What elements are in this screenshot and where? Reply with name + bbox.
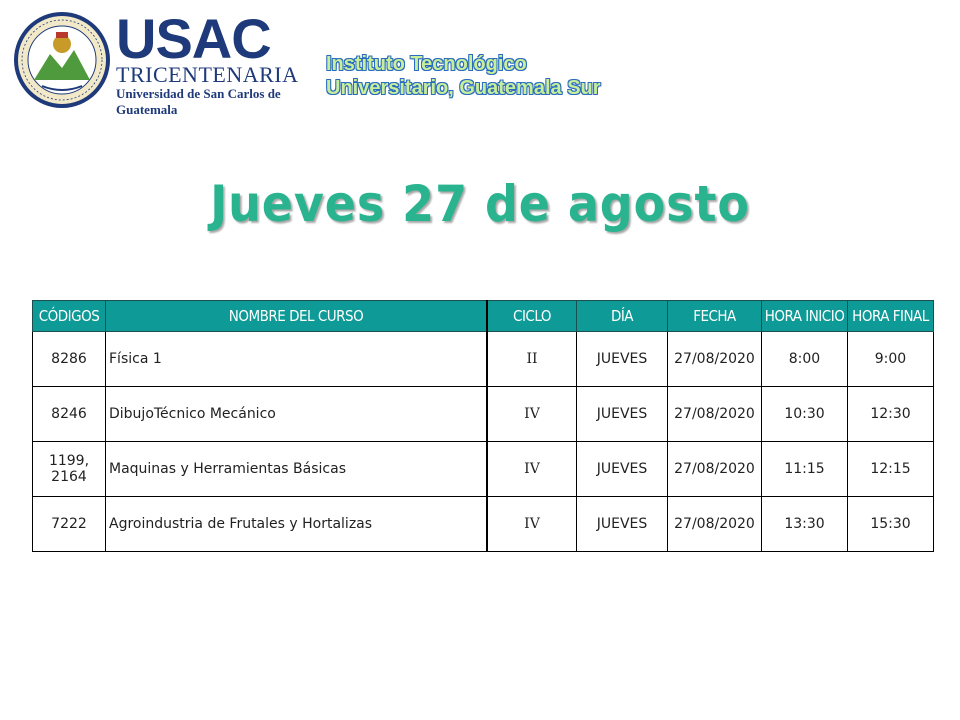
brand-name: USAC: [116, 7, 271, 70]
cell-ciclo: IV: [487, 387, 577, 442]
cell-ciclo: IV: [487, 497, 577, 552]
cell-dia: JUEVES: [577, 387, 668, 442]
cell-fecha: 27/08/2020: [668, 442, 762, 497]
cell-hora-inicio: 13:30: [762, 497, 848, 552]
header-fecha: FECHA: [668, 301, 762, 332]
cell-hora-inicio: 11:15: [762, 442, 848, 497]
cell-dia: JUEVES: [577, 332, 668, 387]
header-codigos: CÓDIGOS: [33, 301, 106, 332]
cell-ciclo: IV: [487, 442, 577, 497]
cell-hora-final: 9:00: [848, 332, 934, 387]
cell-code: 7222: [33, 497, 106, 552]
cell-hora-inicio: 10:30: [762, 387, 848, 442]
schedule-table: [32, 300, 934, 552]
tricentenaria-label: TRICENTENARIA: [116, 62, 299, 87]
table-row: [33, 442, 934, 497]
cell-fecha: 27/08/2020: [668, 332, 762, 387]
cell-code: 8286: [33, 332, 106, 387]
cell-fecha: 27/08/2020: [668, 387, 762, 442]
cell-code: 8246: [33, 387, 106, 442]
header-hora-inicio: HORA INICIO: [762, 301, 848, 332]
cell-hora-inicio: 8:00: [762, 332, 848, 387]
header-ciclo: CICLO: [487, 301, 577, 332]
institute-name: [326, 52, 601, 100]
cell-hora-final: 12:15: [848, 442, 934, 497]
cell-course: Agroindustria de Frutales y Hortalizas: [106, 497, 488, 552]
table-row: [33, 332, 934, 387]
cell-fecha: 27/08/2020: [668, 497, 762, 552]
header: [12, 7, 712, 117]
cell-code: 1199, 2164: [33, 442, 106, 497]
university-name: Universidad de San Carlos de Guatemala: [116, 86, 281, 117]
page-title: Jueves 27 de agosto: [210, 175, 750, 233]
cell-hora-final: 12:30: [848, 387, 934, 442]
table-header-row: [33, 301, 934, 332]
usac-logo-text: [116, 7, 322, 118]
table-row: [33, 497, 934, 552]
cell-course: DibujoTécnico Mecánico: [106, 387, 488, 442]
cell-hora-final: 15:30: [848, 497, 934, 552]
table-row: [33, 387, 934, 442]
cell-course: Física 1: [106, 332, 488, 387]
header-hora-final: HORA FINAL: [848, 301, 934, 332]
institute-line-2: Universitario, Guatemala Sur: [326, 77, 601, 99]
header-dia: DÍA: [577, 301, 668, 332]
cell-course: Maquinas y Herramientas Básicas: [106, 442, 488, 497]
cell-dia: JUEVES: [577, 497, 668, 552]
cell-dia: JUEVES: [577, 442, 668, 497]
institute-line-1: Instituto Tecnológico: [326, 53, 527, 75]
university-seal-icon: [12, 10, 112, 110]
cell-ciclo: II: [487, 332, 577, 387]
header-nombre-curso: NOMBRE DEL CURSO: [106, 301, 488, 332]
